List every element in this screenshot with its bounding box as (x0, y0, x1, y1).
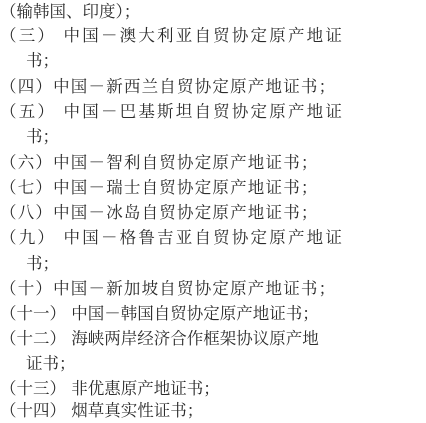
text-line: （三） 中国－澳大利亚自贸协定原产地证 (0, 26, 345, 45)
text-line: （输韩国、印度）； (0, 2, 141, 21)
text-line: （十四） 烟草真实性证书； (0, 401, 204, 420)
text-line: （十三） 非优惠原产地证书； (0, 379, 220, 398)
text-line: 书； (26, 51, 59, 70)
text-line: （九） 中国－格鲁吉亚自贸协定原产地证 (0, 228, 345, 247)
text-line: （十一） 中国－韩国自贸协定原产地证书； (0, 304, 319, 323)
text-line: （十）中国－新加坡自贸协定原产地证书； (0, 279, 337, 298)
text-line: （四）中国－新西兰自贸协定原产地证书； (0, 77, 337, 96)
text-line: （八）中国－冰岛自贸协定原产地证书； (0, 203, 319, 222)
text-line: 书； (26, 127, 59, 146)
text-line: （七）中国－瑞士自贸协定原产地证书； (0, 178, 319, 197)
text-line: （十二） 海峡两岸经济合作框架协议原产地 (0, 329, 319, 348)
text-line: （六）中国－智利自贸协定原产地证书； (0, 153, 319, 172)
text-line: （五） 中国－巴基斯坦自贸协定原产地证 (0, 102, 345, 121)
text-line: 证书； (26, 354, 76, 373)
text-line: 书； (26, 254, 59, 273)
